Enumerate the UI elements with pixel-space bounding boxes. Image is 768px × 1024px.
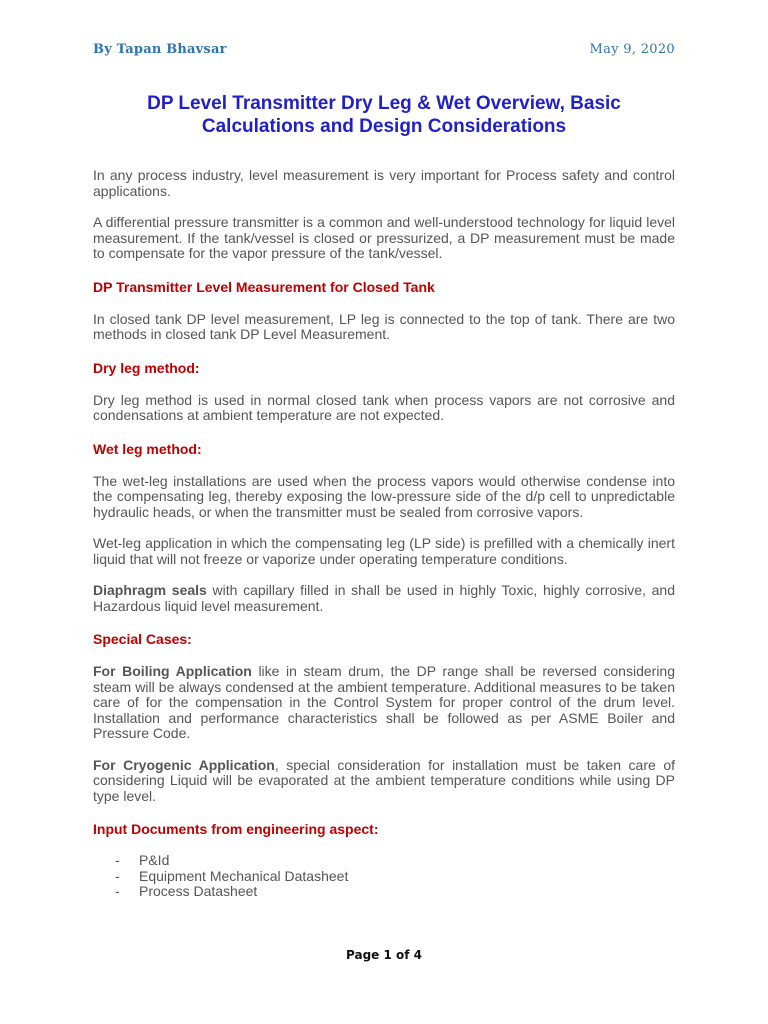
document-title [93, 92, 675, 138]
dry-leg-paragraph: Dry leg method is used in normal closed tank when process vapors are not corrosive and condensations at ambient temperature are not expected. [93, 391, 675, 423]
list-item [93, 853, 675, 869]
list-item [93, 884, 675, 900]
input-documents-list [93, 853, 675, 900]
list-item-text: Process Datasheet [139, 883, 258, 899]
wet-leg-paragraph-1: The wet-leg installations are used when the process vapors would otherwise condense into the compensating leg, thereby exposing the low-pressure side of the d/p cell to unpredictable hydraulic heads, or when the transmitter must be sealed from corrosive vapors. [93, 472, 675, 520]
intro-paragraph-2: A differential pressure transmitter is a common and well-understood technology for liquid level measurement. If the tank/vessel is closed or pressurized, a DP measurement must be made to compensate for the vapor pressure of the tank/vessel. [93, 214, 675, 261]
input-documents-heading: Input Documents from engineering aspect: [93, 821, 379, 837]
list-bullet: - [115, 867, 120, 884]
header-date: May 9, 2020 [589, 42, 675, 57]
diaphragm-text: with capillary filled in shall be used in highly Toxic, highly corrosive, and Hazardous liquid level measurement. [93, 582, 675, 614]
cryogenic-paragraph [93, 758, 675, 805]
closed-tank-paragraph: In closed tank DP level measurement, LP leg is connected to the top of tank. There are two methods in closed tank DP Level Measurement. [93, 310, 675, 342]
list-item [93, 869, 675, 885]
intro-paragraph-1: In any process industry, level measurement is very important for Process safety and control applications. [93, 167, 675, 199]
title-line-2: Calculations and Design Considerations [201, 116, 567, 137]
title-line-1: DP Level Transmitter Dry Leg & Wet Overview, Basic [147, 93, 621, 114]
boiling-text: like in steam drum, the DP range shall be reversed considering steam will be always condensed at the ambient temperature. Additional measures to be taken care of for the compensation in the Control System for proper control of the drum level. Installation and performance characteristics shall be followed as per ASME Boiler and Pressure Code. [93, 663, 675, 741]
wet-leg-paragraph-2: Wet-leg application in which the compensating leg (LP side) is prefilled with a chemically inert liquid that will not freeze or vaporize under operating temperature conditions. [93, 535, 675, 567]
cryogenic-bold-label: For Cryogenic Application [93, 756, 275, 773]
dry-leg-heading: Dry leg method: [93, 359, 200, 376]
header-author: By Tapan Bhavsar [93, 42, 227, 57]
diaphragm-paragraph [93, 583, 675, 614]
document-body [93, 168, 675, 900]
boiling-paragraph [93, 664, 675, 742]
special-cases-heading: Special Cases: [93, 631, 192, 647]
closed-tank-heading: DP Transmitter Level Measurement for Closed Tank [93, 278, 435, 295]
boiling-bold-label: For Boiling Application [93, 663, 252, 679]
list-item-text: P&Id [139, 852, 170, 868]
cryogenic-text: , special consideration for installation must be taken care of considering Liquid will be evaporated at the ambient temperature conditions while using DP type level. [93, 756, 676, 804]
diaphragm-bold-label: Diaphragm seals [93, 582, 207, 598]
wet-leg-heading: Wet leg method: [93, 440, 202, 457]
page-number: Page 1 of 4 [346, 948, 422, 962]
list-item-text: Equipment Mechanical Datasheet [139, 867, 349, 884]
list-bullet: - [115, 852, 120, 868]
list-bullet: - [115, 883, 120, 899]
